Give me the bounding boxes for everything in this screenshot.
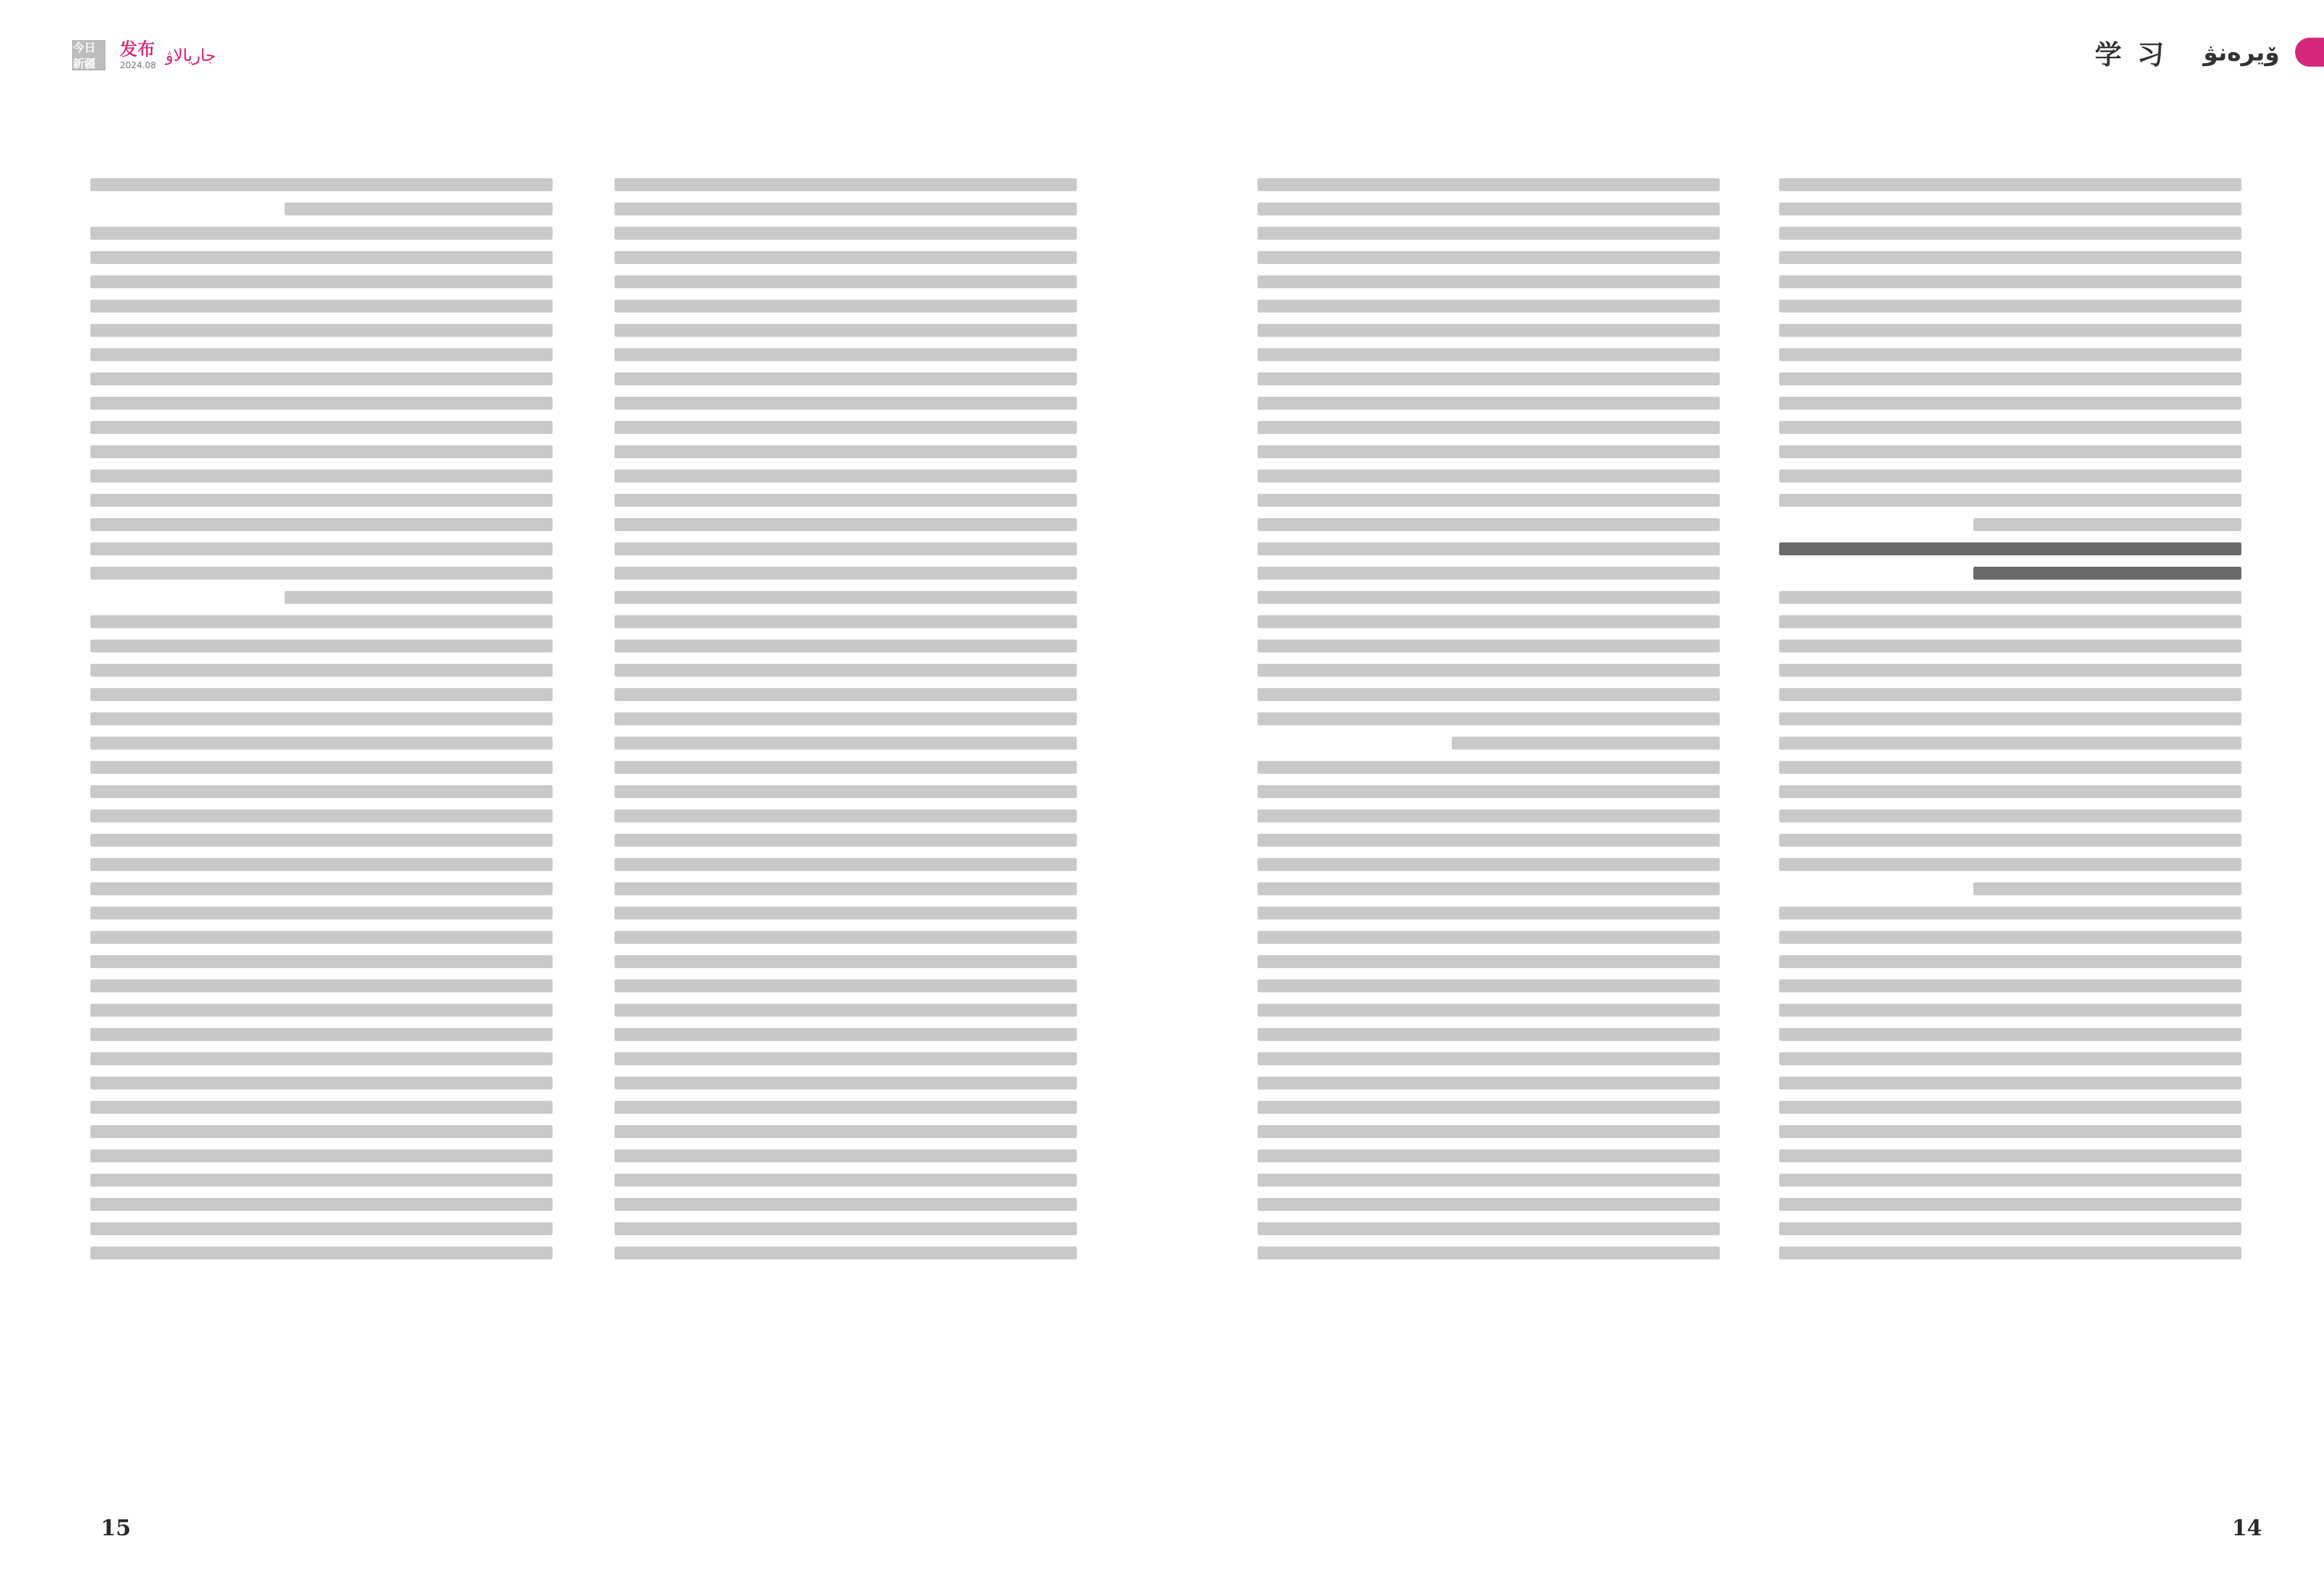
text-line [1779,251,2241,264]
text-line [1779,348,2241,361]
text-line [615,1077,1077,1089]
text-line [90,1004,553,1017]
text-line [1258,882,1720,895]
page-number-left: 15 [101,1515,131,1540]
text-line [90,300,553,313]
text-line [1258,1222,1720,1235]
subheading-line [1779,542,2241,555]
text-line [1779,615,2241,628]
text-line [90,858,553,871]
text-line [90,882,553,895]
text-line [1779,907,2241,920]
text-line [1779,203,2241,215]
text-line [1779,1198,2241,1211]
text-line [90,1222,553,1235]
publication-title: 发布 [120,39,155,60]
text-line [1258,688,1720,701]
text-line [1258,1028,1720,1041]
text-line [1258,348,1720,361]
text-line [90,809,553,822]
text-line [90,931,553,944]
text-line [1258,421,1720,434]
text-line [1779,1149,2241,1162]
text-line [615,737,1077,750]
text-line [1973,518,2241,531]
section-title-ar: جاريالاۋ [165,45,216,65]
text-line [90,470,553,482]
text-line [615,372,1077,385]
text-line [1779,494,2241,507]
text-line [1779,785,2241,798]
text-line [1258,1052,1720,1065]
text-line [1258,640,1720,652]
section-title-cn: 学 习 [2095,39,2168,71]
publication-logo [72,40,105,70]
text-line [90,834,553,847]
text-line [615,567,1077,580]
text-line [90,275,553,288]
text-line [615,615,1077,628]
text-line [285,591,553,604]
text-line [615,445,1077,458]
text-line [615,907,1077,920]
text-line [615,882,1077,895]
text-line [1258,518,1720,531]
text-line [1258,712,1720,725]
text-line [615,300,1077,313]
text-line [1258,227,1720,240]
text-line [1258,1004,1720,1017]
text-line [615,542,1077,555]
text-line [90,1028,553,1041]
text-line [1258,324,1720,337]
text-line [1779,737,2241,750]
text-line [90,445,553,458]
text-line [615,809,1077,822]
text-line [1779,1077,2241,1089]
text-line [90,1125,553,1138]
text-line [90,785,553,798]
text-line [1779,640,2241,652]
text-line [1779,397,2241,410]
text-line [90,1198,553,1211]
text-line [1258,251,1720,264]
publication-block [120,41,156,70]
text-line [1258,834,1720,847]
text-line [615,324,1077,337]
text-line [1258,858,1720,871]
text-column-left-page-1 [615,178,1077,1259]
text-line [615,227,1077,240]
text-line [1258,372,1720,385]
text-line [90,324,553,337]
text-line [615,1052,1077,1065]
logo-text: 今日新疆 [73,42,96,71]
text-line [615,1125,1077,1138]
text-line [1258,542,1720,555]
text-line [90,1101,553,1114]
text-line [1779,1174,2241,1187]
text-line [615,712,1077,725]
text-line [1258,955,1720,968]
text-line [1779,1222,2241,1235]
text-line [615,1004,1077,1017]
text-line [1779,858,2241,871]
text-line [615,955,1077,968]
publication-date: 2024.08 [120,60,156,71]
text-line [1258,1125,1720,1138]
text-line [615,931,1077,944]
text-column-left-page-2 [90,178,553,1259]
text-line [1258,300,1720,313]
text-line [1779,324,2241,337]
text-line [1258,1077,1720,1089]
text-line [1779,1052,2241,1065]
text-line [615,858,1077,871]
text-line [615,1149,1077,1162]
text-line [615,421,1077,434]
text-line [90,1247,553,1259]
text-line [1779,809,2241,822]
text-line [1258,1247,1720,1259]
text-line [615,275,1077,288]
text-line [615,203,1077,215]
text-line [1779,688,2241,701]
text-line [1779,300,2241,313]
text-line [90,907,553,920]
text-line [615,688,1077,701]
text-line [1258,979,1720,992]
text-line [90,348,553,361]
section-tab-marker [2295,38,2324,67]
text-line [90,1077,553,1089]
text-line [1258,809,1720,822]
text-line [615,518,1077,531]
text-line [615,834,1077,847]
text-line [1779,275,2241,288]
text-line [90,737,553,750]
text-line [1258,785,1720,798]
text-line [90,372,553,385]
text-line [1258,591,1720,604]
text-line [615,178,1077,191]
text-line [1779,591,2241,604]
text-line [1258,615,1720,628]
text-line [1258,445,1720,458]
text-line [90,397,553,410]
text-line [615,664,1077,677]
text-line [1779,178,2241,191]
text-line [90,421,553,434]
text-line [615,640,1077,652]
text-line [1258,494,1720,507]
text-line [1452,737,1720,750]
text-line [1779,372,2241,385]
text-line [1779,761,2241,774]
text-line [1258,1149,1720,1162]
text-line [285,203,553,215]
text-line [90,251,553,264]
text-line [1258,931,1720,944]
text-line [1779,664,2241,677]
section-heading-ar: ۆيرەنۋ [2203,38,2280,66]
text-line [1779,470,2241,482]
text-line [90,1174,553,1187]
text-line [90,178,553,191]
text-line [1779,1028,2241,1041]
text-line [90,688,553,701]
text-line [1258,567,1720,580]
text-line [615,1028,1077,1041]
text-line [1258,470,1720,482]
text-line [1973,882,2241,895]
text-line [615,1222,1077,1235]
text-line [1779,834,2241,847]
text-line [1779,421,2241,434]
text-line [1258,397,1720,410]
text-line [1779,1004,2241,1017]
text-line [1779,712,2241,725]
text-line [1779,979,2241,992]
page-number-right: 14 [2232,1515,2262,1540]
text-line [90,494,553,507]
text-line [615,397,1077,410]
text-line [1779,955,2241,968]
text-line [615,785,1077,798]
text-line [1779,227,2241,240]
text-line [615,1174,1077,1187]
text-line [90,518,553,531]
text-line [90,1149,553,1162]
text-column-right-page-1 [1779,178,2241,1259]
text-line [1258,1198,1720,1211]
text-line [1258,761,1720,774]
text-line [1258,1101,1720,1114]
text-line [615,1101,1077,1114]
text-line [90,955,553,968]
text-line [615,1247,1077,1259]
text-line [90,542,553,555]
text-line [615,1198,1077,1211]
text-line [1258,1174,1720,1187]
text-line [615,591,1077,604]
text-line [615,251,1077,264]
text-line [1258,275,1720,288]
text-line [90,761,553,774]
text-line [1779,931,2241,944]
text-line [90,640,553,652]
text-line [90,1052,553,1065]
text-column-right-page-2 [1258,178,1720,1259]
text-line [1779,1101,2241,1114]
text-line [90,567,553,580]
text-line [1779,1125,2241,1138]
text-line [90,712,553,725]
text-line [1258,178,1720,191]
text-line [615,348,1077,361]
masthead-right [2095,32,2324,72]
text-line [90,615,553,628]
text-line [1779,1247,2241,1259]
text-line [1258,907,1720,920]
text-line [90,979,553,992]
text-line [90,664,553,677]
text-line [615,470,1077,482]
text-line [615,979,1077,992]
text-line [1258,203,1720,215]
text-line [90,227,553,240]
subheading-line [1973,567,2241,580]
text-line [615,494,1077,507]
masthead-left [72,37,216,73]
text-line [1258,664,1720,677]
text-line [1779,445,2241,458]
text-line [615,761,1077,774]
